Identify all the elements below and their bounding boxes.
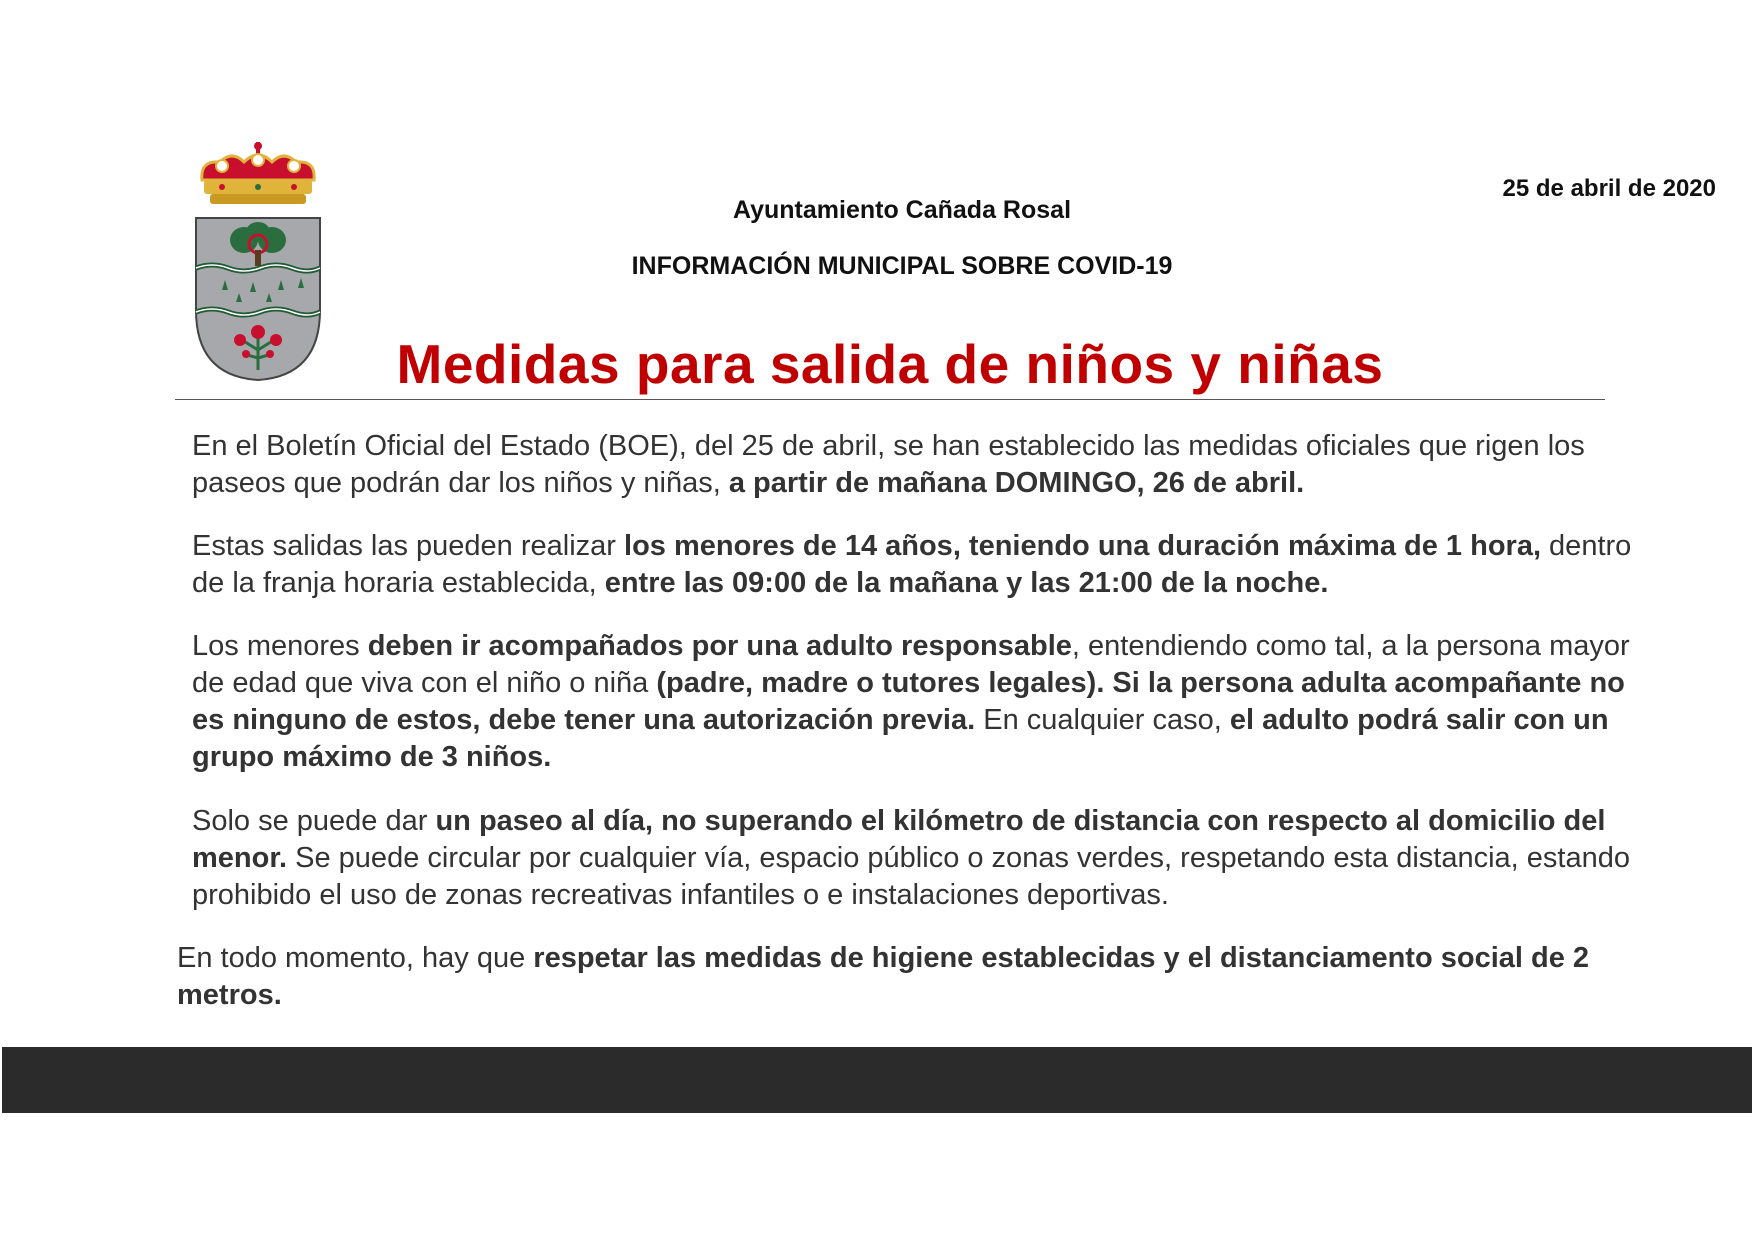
page-title: Medidas para salida de niños y niñas <box>396 333 1384 395</box>
title-divider <box>175 399 1605 400</box>
paragraph-accompaniment: Los menores deben ir acompañados por una adulto responsable, entendiendo como tal, a la persona mayor de edad que viva con el niño o niña (padre, madre o tutores legales). Si la persona adulta acompañante no es ninguno de estos, debe tener una autorización previa. En cualquier caso, el adulto podrá salir con un grupo máximo de 3 niños. <box>192 630 1630 773</box>
organization-name: Ayuntamiento Cañada Rosal <box>732 196 1072 224</box>
paragraph-hygiene: En todo momento, hay que respetar las medidas de higiene establecidas y el distanciamento social de 2 metros. <box>177 942 1590 1011</box>
footer-band <box>2 1047 1752 1113</box>
paragraph-boe: En el Boletín Oficial del Estado (BOE), del 25 de abril, se han establecido las medidas oficiales que rigen los paseos que podrán dar los niños y niñas, a partir de mañana DOMINGO, 26 de abril. <box>192 430 1585 499</box>
paragraph-age-duration: Estas salidas las pueden realizar los menores de 14 años, teniendo una duración máxima de 1 hora, dentro de la franja horaria establecida, entre las 09:00 de la mañana y las 21:00 de la noche. <box>192 530 1632 599</box>
document-date: 25 de abril de 2020 <box>1502 175 1716 202</box>
document-subtitle: INFORMACIÓN MUNICIPAL SOBRE COVID-19 <box>631 252 1173 280</box>
paragraph-distance: Solo se puede dar un paseo al día, no superando el kilómetro de distancia con respecto al domicilio del menor. Se puede circular por cualquier vía, espacio público o zonas verdes, respetando esta distancia, estando prohibido el uso de zonas recreativas infantiles o e instalaciones deportivas. <box>192 805 1630 911</box>
